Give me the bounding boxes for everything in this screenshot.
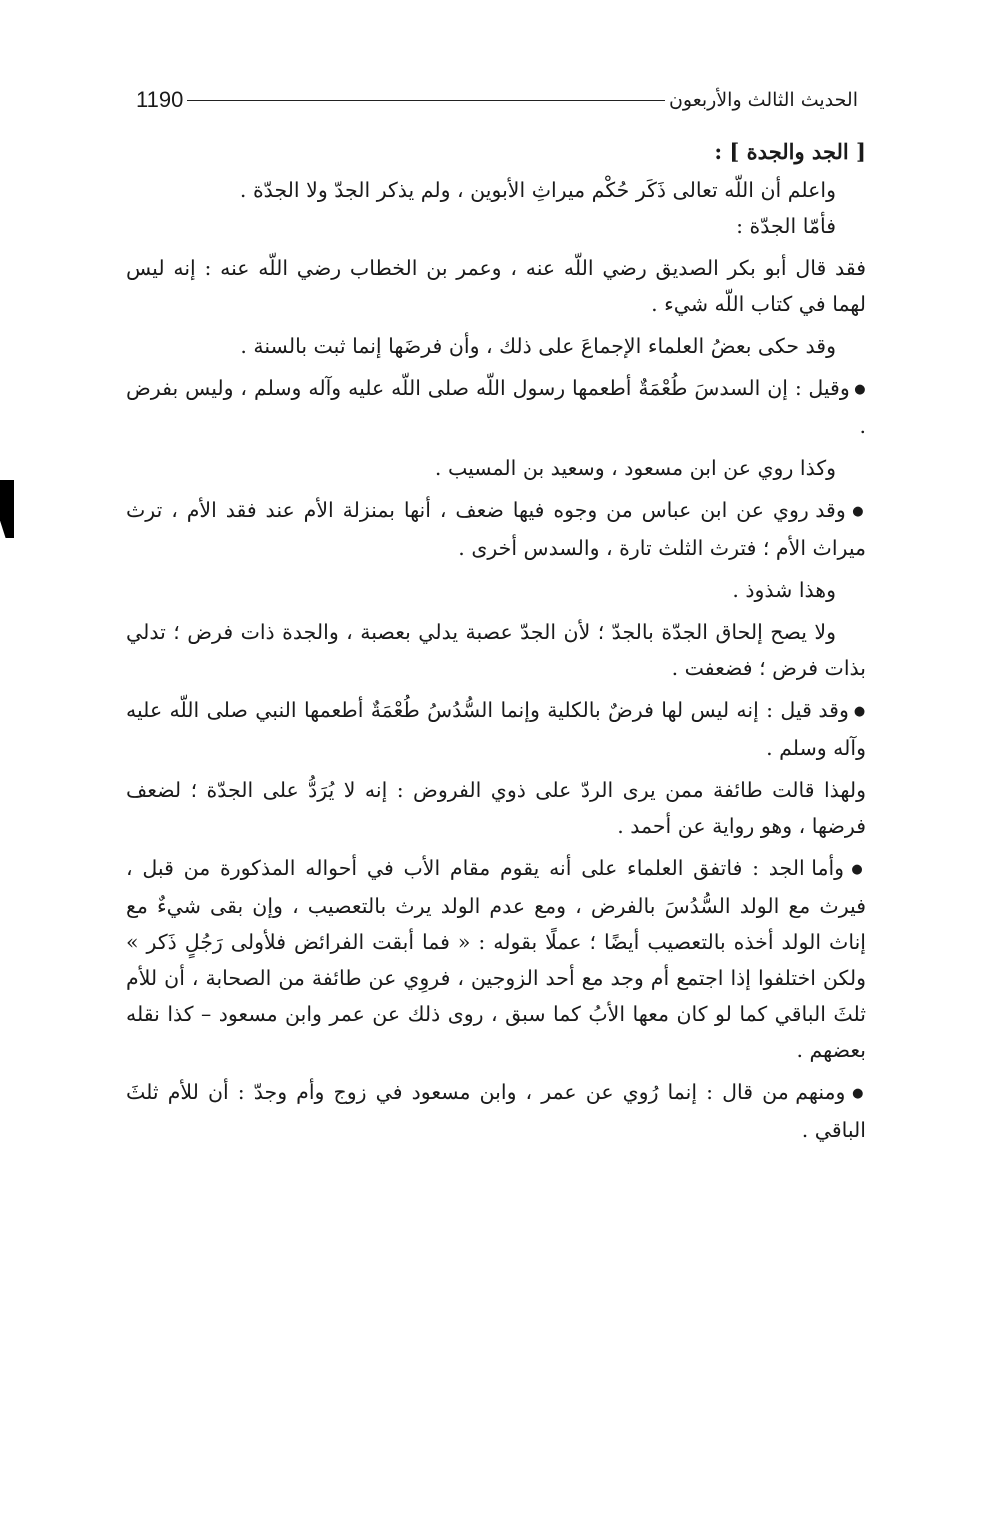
paragraph: وقد حكى بعضُ العلماء الإجماعَ على ذلك ، وأن فرضَها إنما ثبت بالسنة . (240, 334, 836, 358)
bullet-paragraph: ● ومنهم من قال : إنما رُوي عن عمر ، وابن مسعود في زوج وأم وجدّ : أن للأم ثلثَ الباقي . (126, 1074, 866, 1148)
paragraph: واعلم أن اللّه تعالى ذَكَر حُكْم ميراثِ الأبوين ، ولم يذكر الجدّ ولا الجدّة . (239, 178, 836, 202)
bullet-paragraph: ● وقيل : إن السدسَ طُعْمَةٌ أطعمها رسول اللّه صلى اللّه عليه وآله وسلم ، وليس بفرض . (126, 370, 866, 444)
bullet-paragraph: ● وقد روي عن ابن عباس من وجوه فيها ضعف ، أنها بمنزلة الأم عند فقد الأم ، ترث ميراث الأم ؛ فترث الثلث تارة ، والسدس أخرى . (126, 492, 866, 566)
chapter-title: الحديث الثالث والأربعون (668, 89, 858, 111)
paragraph: وكذا روي عن ابن مسعود ، وسعيد بن المسيب . (434, 456, 836, 480)
book-page (126, 80, 866, 1148)
page-number: 1190 (136, 87, 184, 112)
bullet-paragraph: ● وقد قيل : إنه ليس لها فرضٌ بالكلية وإنما السُّدُسُ طُعْمَةٌ أطعمها النبي صلى اللّه عليه وآله وسلم . (126, 692, 866, 766)
paragraph: فأمّا الجدّة : (736, 214, 836, 238)
page-edge-tab (0, 480, 14, 538)
section-heading: [ الجد والجدة ] : (714, 139, 866, 164)
running-header (126, 80, 866, 120)
paragraph: ولهذا قالت طائفة ممن يرى الردّ على ذوي الفروض : إنه لا يُرَدُّ على الجدّة ؛ لضعف فرضها ، وهو رواية عن أحمد . (126, 778, 866, 838)
paragraph: ولا يصح إلحاق الجدّة بالجدّ ؛ لأن الجدّ عصبة يدلي بعصبة ، والجدة ذات فرض ؛ تدلي بذات فرض ؛ فضعفت . (126, 620, 866, 680)
header-rule (187, 100, 665, 101)
paragraph: وهذا شذوذ . (732, 578, 836, 602)
paragraph: فقد قال أبو بكر الصديق رضي اللّه عنه ، وعمر بن الخطاب رضي اللّه عنه : إنه ليس لهما في كتاب اللّه شيء . (126, 256, 866, 316)
bullet-paragraph: ● وأما الجد : فاتفق العلماء على أنه يقوم مقام الأب في أحواله المذكورة من قبل ، فيرث مع الولد السُّدُسَ بالفرض ، ومع عدم الولد يرث بالتعصيب ، وإن بقى شيءٌ مع إناث الولد أخذه بالتعصيب أيضًا ؛ عملًا بقوله : « فما أبقت الفرائض فلأولى رَجُلٍ ذَكر » ولكن اختلفوا إذا اجتمع أم وجد مع أحد الزوجين ، فروِي عن طائفة من الصحابة ، أن للأم ثلثَ الباقي كما لو كان معها الأبُ كما سبق ، روى ذلك عن عمر وابن مسعود – كذا نقله بعضهم . (126, 850, 866, 1068)
